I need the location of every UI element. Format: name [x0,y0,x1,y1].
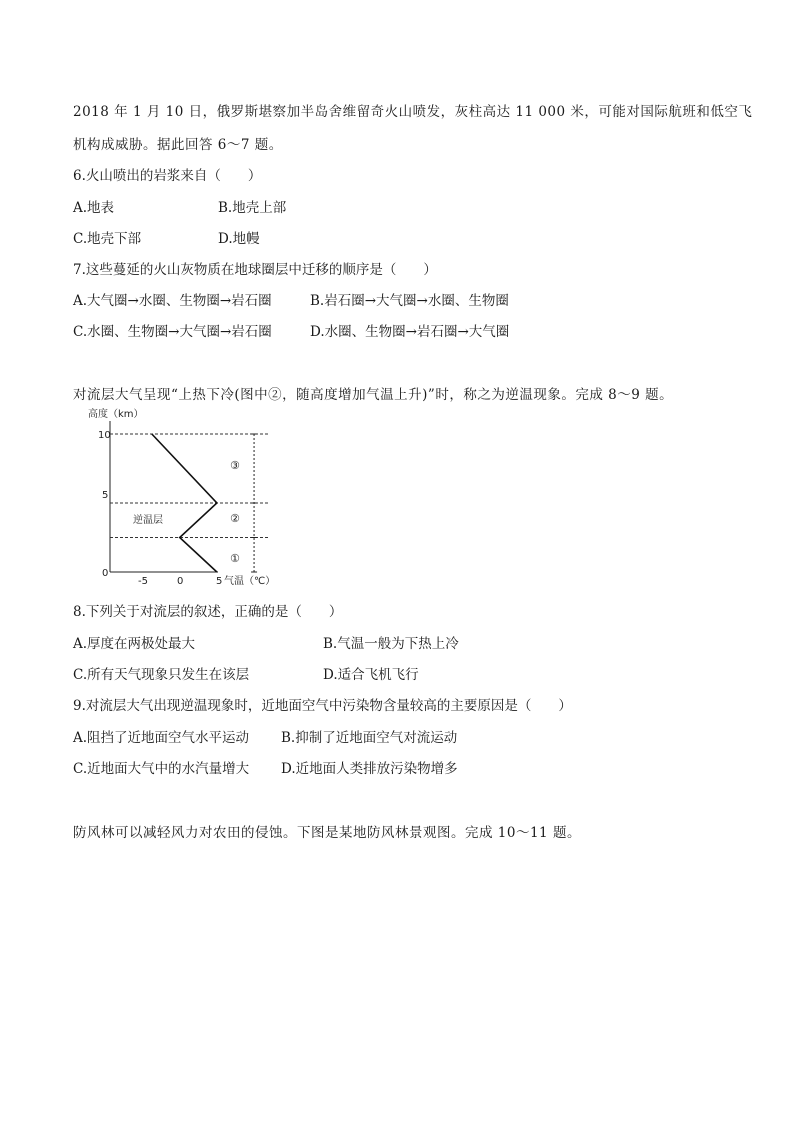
question-8-option-b: B.气温一般为下热上冷 [323,636,459,652]
question-9-option-a: A.阻挡了近地面空气水平运动 [73,730,250,746]
question-8-option-d: D.适合飞机飞行 [323,667,419,683]
question-6-option-d: D.地幔 [218,231,260,247]
x-tick-0: 0 [177,576,184,587]
zone-label-3: ③ [230,459,240,472]
question-7-option-d: D.水圈、生物圈→岩石圈→大气圈 [310,324,510,340]
question-9-option-c: C.近地面大气中的水汽量增大 [73,761,250,777]
question-8-option-a: A.厚度在两极处最大 [73,636,196,652]
y-tick-10: 10 [98,430,111,441]
question-6-option-a: A.地表 [73,200,115,216]
question-7-stem: 7.这些蔓延的火山灰物质在地球圈层中迁移的顺序是（ ） [73,262,437,278]
question-9-stem: 9.对流层大气出现逆温现象时，近地面空气中污染物含量较高的主要原因是（ ） [73,698,572,714]
question-7-option-c: C.水圈、生物圈→大气圈→岩石圈 [73,324,272,340]
temperature-height-chart [60,403,300,593]
y-tick-5: 5 [102,490,109,501]
intro-2: 对流层大气呈现“上热下冷(图中②，随高度增加气温上升)”时，称之为逆温现象。完成 8～9 题。 [73,387,674,403]
question-6-stem: 6.火山喷出的岩浆来自（ ） [73,168,262,184]
question-9-option-d: D.近地面人类排放污染物增多 [281,761,458,777]
x-tick-5: 5 [216,576,223,587]
question-7-option-a: A.大气圈→水圈、生物圈→岩石圈 [73,293,272,309]
x-axis-label: 气温（℃） [224,576,276,587]
zone-label-1: ① [230,552,240,565]
question-8-option-c: C.所有天气现象只发生在该层 [73,667,250,683]
question-8-stem: 8.下列关于对流层的叙述，正确的是（ ） [73,604,343,620]
y-axis-label: 高度（km） [88,409,144,420]
inversion-layer-label: 逆温层 [133,515,163,526]
zone-label-2: ② [230,512,240,525]
intro-3: 防风林可以减轻风力对农田的侵蚀。下图是某地防风林景观图。完成 10～11 题。 [73,825,581,841]
intro-line-2: 机构成威胁。据此回答 6～7 题。 [73,137,283,153]
x-tick-neg5: -5 [138,576,148,587]
question-6-option-c: C.地壳下部 [73,231,142,247]
question-7-option-b: B.岩石圈→大气圈→水圈、生物圈 [310,293,509,309]
question-6-option-b: B.地壳上部 [218,200,287,216]
y-tick-0: 0 [102,568,109,579]
intro-line-1: 2018 年 1 月 10 日，俄罗斯堪察加半岛舍维留奇火山喷发，灰柱高达 11 000 米，可能对国际航班和低空飞 [73,104,753,120]
question-9-option-b: B.抑制了近地面空气对流运动 [281,730,458,746]
